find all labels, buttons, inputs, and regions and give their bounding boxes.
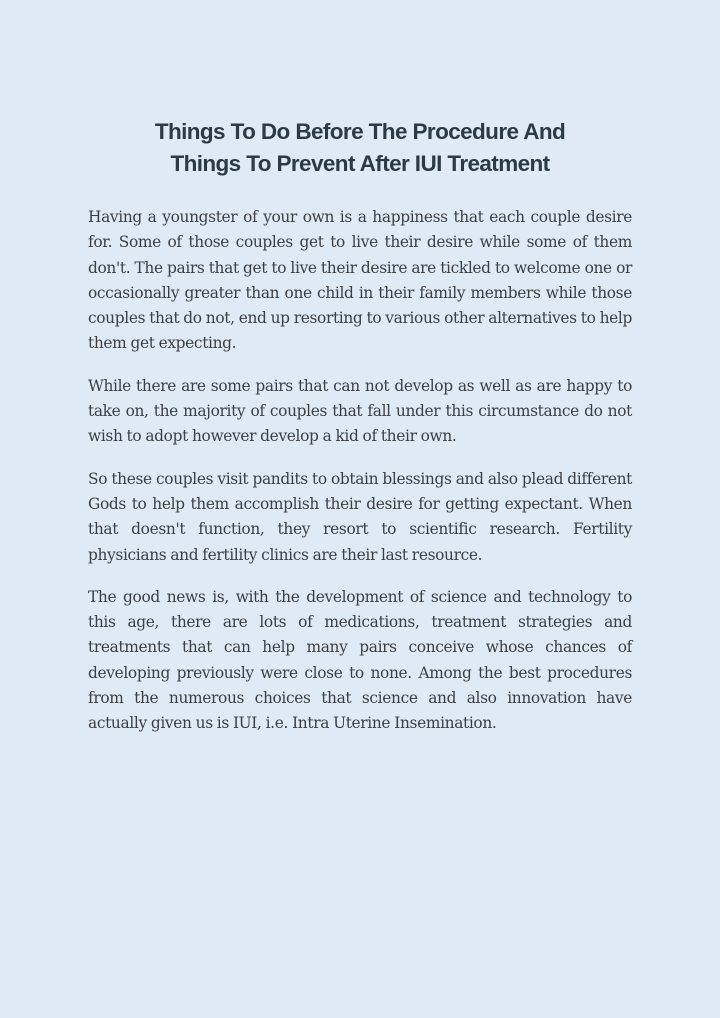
paragraph-2: While there are some pairs that can not develop as well as are happy to take on, the majority of couples that fall under this circumstance do not wish to adopt however develop a kid of their own. (88, 376, 632, 446)
paragraph-1: Having a youngster of your own is a happiness that each couple desire for. Some of those couples get to live their desire while some of them don't. The pairs that get to live their desire are tickled to welcome one or occasionally greater than one child in their family members while those couples that do not, end up resorting to various other alternatives to help them get expecting. (88, 208, 632, 353)
document-body (88, 205, 632, 737)
document-title (88, 116, 632, 180)
paragraph-3: So these couples visit pandits to obtain blessings and also plead different Gods to help them accomplish their desire for getting expectant. When that doesn't function, they resort to scientific research. Fertility physicians and fertility clinics are their last resource. (88, 469, 632, 564)
title-line-2: Things To Prevent After IUI Treatment (170, 151, 550, 176)
paragraph-4: The good news is, with the development of science and technology to this age, there are lots of medications, treatment strategies and treatments that can help many pairs conceive whose chances of developing previously were close to none. Among the best procedures from the numerous choices that science and also innovation have actually given us is IUI, i.e. Intra Uterine Insemination. (88, 587, 632, 733)
title-line-1: Things To Do Before The Procedure And (154, 119, 566, 144)
